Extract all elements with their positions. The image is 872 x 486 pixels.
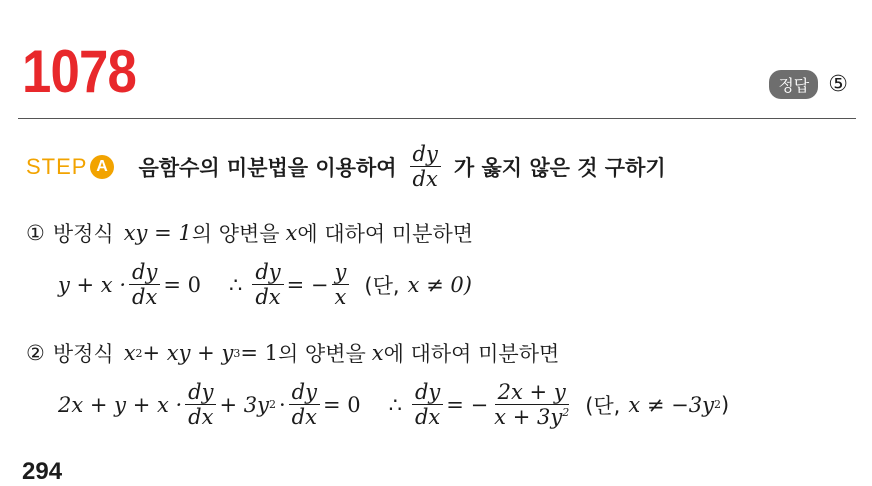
- item2-cond-b: x ≠ −3y: [628, 392, 714, 417]
- item1-derivation: [58, 260, 472, 309]
- item1-fraction-1: [129, 260, 160, 309]
- fraction-numerator: 2x + y: [495, 380, 569, 405]
- step-label: [26, 154, 114, 180]
- item2-text-a: 방정식: [52, 342, 114, 366]
- item1-text-b: 의 양변을: [191, 222, 280, 246]
- item2-text-b: 의 양변을: [277, 342, 366, 366]
- fraction-denominator: dx: [188, 405, 214, 430]
- step-fraction: [410, 142, 441, 191]
- fraction-numerator: dy: [289, 380, 320, 405]
- exponent: 2: [713, 398, 721, 412]
- problem-number: 1078: [22, 38, 136, 105]
- item2-rhs-eq: = −: [446, 392, 489, 417]
- fraction-denominator: dx: [132, 285, 158, 310]
- fraction-denominator: dx: [414, 405, 441, 430]
- exponent: 2: [135, 346, 143, 360]
- answer-value: ⑤: [828, 72, 848, 97]
- item1-lhs-a: y + x ·: [58, 272, 127, 297]
- fraction-numerator: dy: [412, 380, 443, 405]
- fraction-denominator: dx: [412, 167, 438, 192]
- item2-lhs-d: = 0: [322, 392, 361, 417]
- item2-cond-c: ): [720, 392, 730, 417]
- fraction-denominator: dx: [255, 285, 281, 310]
- therefore-symbol: ∴: [228, 272, 243, 297]
- item1-cond-b: x ≠ 0): [407, 272, 472, 297]
- item2-statement: [26, 338, 559, 368]
- step-heading: [26, 142, 666, 191]
- exponent: 2: [562, 406, 570, 420]
- item1-rhs-fraction: [332, 260, 350, 309]
- item1-text-a: 방정식: [52, 222, 114, 246]
- divider-rule: [18, 118, 856, 119]
- item1-lhs-b: = 0: [163, 272, 201, 297]
- item1-cond-a: (단,: [364, 273, 400, 298]
- item1-var: x: [285, 221, 298, 245]
- item2-marker: ②: [26, 341, 45, 365]
- item2-fraction-2: [289, 380, 320, 429]
- step-title-before: 음함수의 미분법을 이용하여: [138, 155, 397, 180]
- item2-derivation: [58, 380, 729, 429]
- item2-eq-b: + xy + y: [142, 341, 234, 365]
- denominator-text: x + 3y: [494, 405, 563, 430]
- item1-marker: ①: [26, 221, 45, 245]
- item2-fraction-3: [412, 380, 443, 429]
- page-number: 294: [22, 458, 63, 485]
- fraction-denominator: dx: [291, 405, 317, 430]
- fraction-numerator: dy: [129, 260, 160, 285]
- item2-cond-a: (단,: [585, 393, 621, 418]
- fraction-numerator: dy: [252, 260, 283, 285]
- item2-lhs-a: 2x + y + x ·: [58, 392, 183, 417]
- item1-equation: xy = 1: [123, 221, 192, 245]
- exponent: 3: [233, 346, 241, 360]
- item2-lhs-b: + 3y: [219, 392, 269, 417]
- answer-badge: 정답: [769, 70, 818, 99]
- item1-statement: [26, 218, 473, 248]
- item2-var: x: [371, 341, 384, 365]
- item1-fraction-2: [252, 260, 283, 309]
- item1-rhs-eq: = −: [286, 272, 329, 297]
- fraction-denominator: x: [334, 285, 347, 310]
- fraction-numerator: y: [332, 260, 350, 285]
- fraction-numerator: dy: [185, 380, 216, 405]
- item2-lhs-c: ·: [278, 392, 286, 417]
- item2-rhs-fraction: [491, 380, 572, 429]
- item1-text-c: 에 대하여 미분하면: [297, 222, 474, 246]
- step-title-after: 가 옳지 않은 것 구하기: [453, 155, 666, 180]
- item2-text-c: 에 대하여 미분하면: [383, 342, 560, 366]
- item2-eq-c: = 1: [240, 341, 278, 365]
- step-badge: A: [90, 155, 114, 179]
- fraction-denominator: [491, 405, 572, 429]
- answer-area: [769, 70, 848, 99]
- step-text: STEP: [26, 153, 88, 179]
- item2-eq-a: x: [123, 341, 136, 365]
- exponent: 2: [268, 398, 276, 412]
- item2-fraction-1: [185, 380, 216, 429]
- therefore-symbol: ∴: [388, 392, 402, 417]
- fraction-numerator: dy: [410, 142, 441, 167]
